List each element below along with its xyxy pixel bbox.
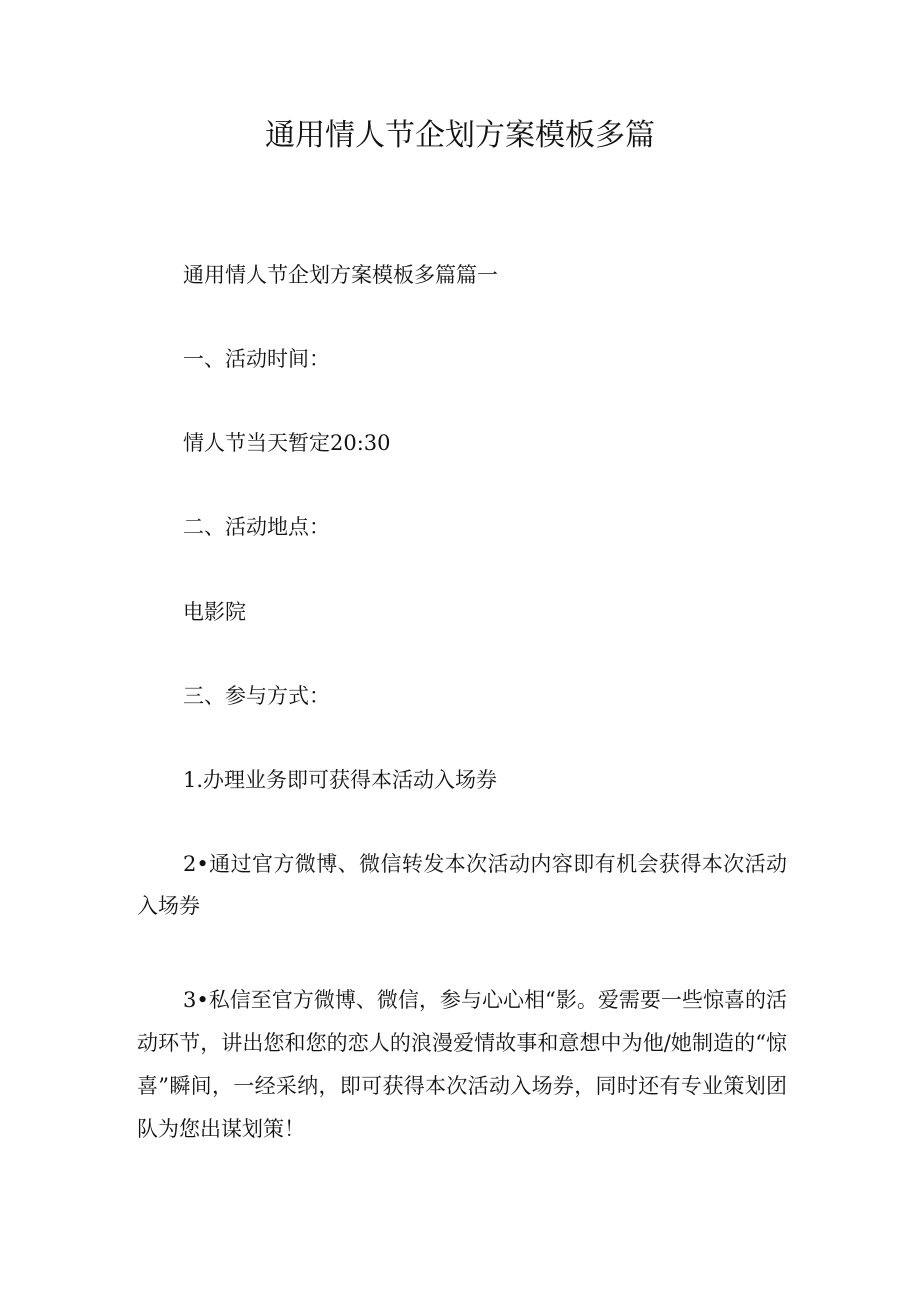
activity-time-text: 情人节当天暂定20:30: [183, 431, 391, 455]
heading-activity-location: 二、活动地点：: [183, 515, 330, 539]
activity-location-text: 电影院: [183, 600, 246, 624]
participation-item-1: 1.办理业务即可获得本活动入场券: [183, 768, 498, 792]
heading-activity-time: 一、活动时间：: [183, 347, 330, 371]
participation-item-3: 3•私信至官方微博、微信，参与心心相“影。爱需要一些惊喜的活动环节，讲出您和您的恋人的浪漫爱情故事和意想中为他/她制造的“惊喜”瞬间，一经采纳，即可获得本次活动入场券，同时还有专业策划团队为您出谋划策！: [137, 988, 787, 1141]
participation-item-2: 2•通过官方微博、微信转发本次活动内容即有机会获得本次活动入场券: [137, 852, 787, 918]
heading-participation-method: 三、参与方式：: [183, 684, 330, 708]
section-heading-part-one: 通用情人节企划方案模板多篇篇一: [183, 263, 498, 287]
document-title: 通用情人节企划方案模板多篇: [265, 118, 655, 153]
